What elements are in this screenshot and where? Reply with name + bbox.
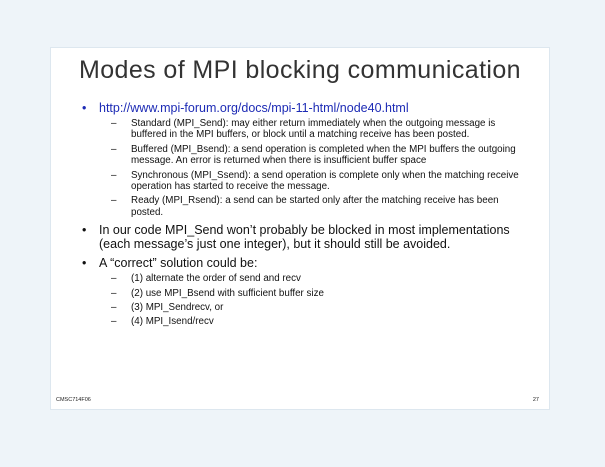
sub-item-text: Ready (MPI_Rsend): a send can be started only after the matching receive has been posted. <box>131 195 499 218</box>
sub-item <box>51 144 549 167</box>
sub-item <box>51 273 549 284</box>
footer-course-code: CMSC714F06 <box>56 397 91 403</box>
sub-item <box>51 118 549 141</box>
sub-item <box>51 302 549 313</box>
dash-icon: – <box>111 169 117 181</box>
sub-item-text: Synchronous (MPI_Ssend): a send operation is complete only when the matching receive operation has started to receive the message. <box>131 169 519 193</box>
sub-item <box>51 170 549 193</box>
sub-item <box>51 288 549 299</box>
dash-icon: – <box>111 273 117 285</box>
sub-item-text: Buffered (MPI_Bsend): a send operation is completed when the MPI buffers the outgoing message. An error is returned when there is insufficient buffer space <box>131 143 516 167</box>
bullet-text: A “correct” solution could be: <box>99 256 258 271</box>
slide-title: Modes of MPI blocking communication <box>79 56 521 84</box>
dash-icon: – <box>111 287 117 299</box>
footer-page-number: 27 <box>532 397 539 403</box>
sub-item-text: (2) use MPI_Bsend with sufficient buffer size <box>131 287 324 299</box>
sub-item <box>51 195 549 218</box>
dash-icon: – <box>111 316 117 328</box>
bullet-icon: • <box>82 223 87 238</box>
bullet-item <box>51 256 549 270</box>
slide-content <box>51 96 549 328</box>
bullet-icon: • <box>82 101 87 115</box>
mpi-docs-link[interactable]: http://www.mpi-forum.org/docs/mpi-11-html/node40.html <box>99 101 409 115</box>
sub-item-text: (4) MPI_Isend/recv <box>131 316 214 328</box>
dash-icon: – <box>111 302 117 314</box>
dash-icon: – <box>111 195 117 207</box>
bullet-item <box>51 101 549 115</box>
slide <box>50 47 550 410</box>
dash-icon: – <box>111 143 117 155</box>
sub-item <box>51 316 549 327</box>
bullet-icon: • <box>82 256 87 271</box>
dash-icon: – <box>111 118 117 129</box>
sub-item-text: Standard (MPI_Send): may either return immediately when the outgoing message is buffered in the MPI buffers, or block until a matching receive has been posted. <box>131 118 496 141</box>
bullet-item <box>51 223 549 251</box>
bullet-text: In our code MPI_Send won’t probably be blocked in most implementations (each message’s just one integer), but it should still be avoided. <box>99 223 510 252</box>
sub-item-text: (1) alternate the order of send and recv <box>131 273 301 285</box>
sub-item-text: (3) MPI_Sendrecv, or <box>131 302 224 314</box>
